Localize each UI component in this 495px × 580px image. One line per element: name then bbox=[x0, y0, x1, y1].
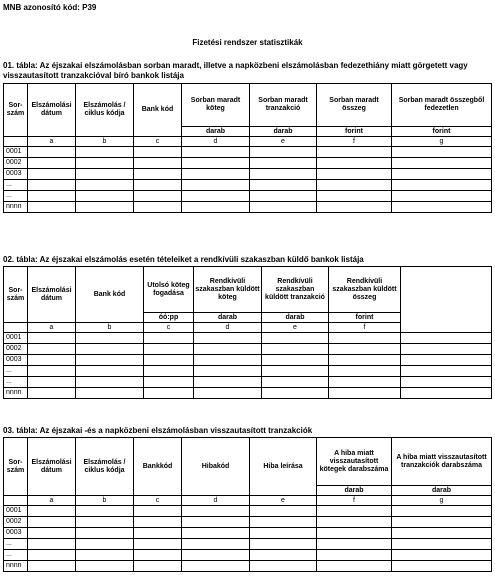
unit-cell: óó:pp bbox=[144, 313, 194, 323]
data-cell[interactable] bbox=[76, 528, 134, 539]
letter-cell: c bbox=[144, 323, 194, 333]
letter-cell: e bbox=[250, 137, 317, 147]
data-cell[interactable] bbox=[76, 344, 144, 355]
table-row bbox=[4, 539, 492, 550]
data-cell[interactable] bbox=[392, 158, 492, 169]
data-cell[interactable] bbox=[317, 191, 392, 202]
letter-cell: b bbox=[76, 137, 134, 147]
letter-cell: d bbox=[182, 137, 250, 147]
letter-cell bbox=[4, 323, 28, 333]
column-header: Utolsó köteg fogadása bbox=[144, 267, 194, 313]
letter-cell: a bbox=[28, 137, 76, 147]
column-header: Sorban maradt összegből fedezetlen bbox=[392, 84, 492, 127]
row-number: ... bbox=[4, 180, 28, 191]
data-cell[interactable] bbox=[76, 333, 144, 344]
data-cell[interactable] bbox=[28, 344, 76, 355]
data-cell[interactable] bbox=[134, 202, 182, 213]
row-number: ... bbox=[4, 539, 28, 550]
data-cell[interactable] bbox=[134, 147, 182, 158]
table-3 bbox=[3, 437, 492, 572]
data-cell[interactable] bbox=[317, 506, 392, 517]
column-header: Rendkívüli szakaszban küldött tranzakció bbox=[262, 267, 329, 313]
row-number: 0001 bbox=[4, 333, 28, 344]
table-2-caption: 02. tábla: Az éjszakai elszámolás esetén tételeiket a rendkívüli szakaszban küldő bankok listája bbox=[3, 255, 364, 264]
data-cell[interactable] bbox=[250, 506, 317, 517]
data-cell[interactable] bbox=[76, 202, 134, 213]
data-cell[interactable] bbox=[134, 561, 182, 572]
data-cell[interactable] bbox=[250, 202, 317, 213]
letter-cell: a bbox=[28, 496, 76, 506]
data-cell[interactable] bbox=[194, 333, 262, 344]
data-cell[interactable] bbox=[262, 355, 329, 366]
unit-cell: forint bbox=[329, 313, 401, 323]
unit-cell: darab bbox=[250, 127, 317, 137]
data-cell[interactable] bbox=[28, 528, 76, 539]
empty-column bbox=[401, 267, 492, 333]
data-cell[interactable] bbox=[28, 158, 76, 169]
data-cell[interactable] bbox=[329, 355, 401, 366]
letter-cell: b bbox=[76, 323, 144, 333]
data-cell[interactable] bbox=[317, 561, 392, 572]
data-cell[interactable] bbox=[182, 528, 250, 539]
letter-cell bbox=[4, 496, 28, 506]
data-cell[interactable] bbox=[134, 191, 182, 202]
row-number: ... bbox=[4, 377, 28, 388]
table-row bbox=[4, 158, 492, 169]
column-header: Rendkívüli szakaszban küldött összeg bbox=[329, 267, 401, 313]
data-cell[interactable] bbox=[401, 366, 492, 377]
row-number: nnnn bbox=[4, 202, 28, 213]
table-row bbox=[4, 528, 492, 539]
data-cell[interactable] bbox=[28, 169, 76, 180]
data-cell[interactable] bbox=[329, 344, 401, 355]
data-cell[interactable] bbox=[401, 377, 492, 388]
data-cell[interactable] bbox=[317, 202, 392, 213]
table-1-caption: 01. tábla: Az éjszakai elszámolásban sorban maradt, illetve a napközbeni elszámolásban fedezethiány miatt görgetett vagy visszautasított tranzakcióval bíró bankok listája bbox=[3, 61, 468, 80]
row-number: 0003 bbox=[4, 355, 28, 366]
data-cell[interactable] bbox=[194, 355, 262, 366]
table-row bbox=[4, 333, 492, 344]
data-cell[interactable] bbox=[134, 539, 182, 550]
letter-cell: e bbox=[250, 496, 317, 506]
row-number: 0002 bbox=[4, 344, 28, 355]
table-row bbox=[4, 561, 492, 572]
table-2 bbox=[3, 266, 492, 399]
data-cell[interactable] bbox=[76, 388, 144, 399]
data-cell[interactable] bbox=[317, 147, 392, 158]
data-cell[interactable] bbox=[392, 180, 492, 191]
table-row bbox=[4, 344, 492, 355]
data-cell[interactable] bbox=[317, 517, 392, 528]
data-cell[interactable] bbox=[76, 539, 134, 550]
data-cell[interactable] bbox=[401, 388, 492, 399]
row-number: 0001 bbox=[4, 147, 28, 158]
table-row bbox=[4, 388, 492, 399]
data-cell[interactable] bbox=[317, 180, 392, 191]
data-cell[interactable] bbox=[28, 191, 76, 202]
data-cell[interactable] bbox=[144, 388, 194, 399]
data-cell[interactable] bbox=[28, 333, 76, 344]
data-cell[interactable] bbox=[182, 147, 250, 158]
data-cell[interactable] bbox=[250, 517, 317, 528]
data-cell[interactable] bbox=[317, 539, 392, 550]
table-row bbox=[4, 147, 492, 158]
data-cell[interactable] bbox=[76, 506, 134, 517]
data-cell[interactable] bbox=[144, 344, 194, 355]
table-row bbox=[4, 550, 492, 561]
data-cell[interactable] bbox=[392, 550, 492, 561]
column-header: Elszámolás / ciklus kódja bbox=[76, 84, 134, 137]
data-cell[interactable] bbox=[317, 158, 392, 169]
letter-cell: c bbox=[134, 137, 182, 147]
data-cell[interactable] bbox=[76, 550, 134, 561]
data-cell[interactable] bbox=[262, 377, 329, 388]
data-cell[interactable] bbox=[250, 191, 317, 202]
data-cell[interactable] bbox=[329, 377, 401, 388]
column-header: Sor-szám bbox=[4, 84, 28, 137]
letter-cell: f bbox=[317, 496, 392, 506]
unit-cell: darab bbox=[317, 486, 392, 496]
data-cell[interactable] bbox=[76, 180, 134, 191]
letter-cell: g bbox=[392, 137, 492, 147]
data-cell[interactable] bbox=[250, 528, 317, 539]
data-cell[interactable] bbox=[262, 333, 329, 344]
data-cell[interactable] bbox=[28, 550, 76, 561]
unit-cell: forint bbox=[392, 127, 492, 137]
column-header: A hiba miatt visszautasított tranzakciók darabszáma bbox=[392, 438, 492, 486]
table-row bbox=[4, 191, 492, 202]
data-cell[interactable] bbox=[182, 158, 250, 169]
data-cell[interactable] bbox=[317, 528, 392, 539]
data-cell[interactable] bbox=[134, 169, 182, 180]
data-cell[interactable] bbox=[182, 539, 250, 550]
column-header: Bank kód bbox=[76, 267, 144, 323]
data-cell[interactable] bbox=[401, 333, 492, 344]
row-number: nnnn bbox=[4, 388, 28, 399]
column-header: Sorban maradt tranzakció bbox=[250, 84, 317, 127]
data-cell[interactable] bbox=[250, 561, 317, 572]
column-header: Sorban maradt összeg bbox=[317, 84, 392, 127]
data-cell[interactable] bbox=[134, 158, 182, 169]
column-header: Hiba leírása bbox=[250, 438, 317, 496]
data-cell[interactable] bbox=[144, 377, 194, 388]
column-header: Elszámolás / ciklus kódja bbox=[76, 438, 134, 496]
data-cell[interactable] bbox=[28, 561, 76, 572]
data-cell[interactable] bbox=[134, 517, 182, 528]
letter-cell: d bbox=[194, 323, 262, 333]
letter-cell: f bbox=[329, 323, 401, 333]
data-cell[interactable] bbox=[317, 169, 392, 180]
data-cell[interactable] bbox=[76, 561, 134, 572]
data-cell[interactable] bbox=[392, 528, 492, 539]
data-cell[interactable] bbox=[134, 180, 182, 191]
letter-cell: f bbox=[317, 137, 392, 147]
data-cell[interactable] bbox=[392, 561, 492, 572]
data-cell[interactable] bbox=[182, 506, 250, 517]
table-row bbox=[4, 506, 492, 517]
row-number: 0003 bbox=[4, 528, 28, 539]
table-row bbox=[4, 202, 492, 213]
data-cell[interactable] bbox=[392, 147, 492, 158]
data-cell[interactable] bbox=[182, 202, 250, 213]
column-header: Sor-szám bbox=[4, 438, 28, 496]
data-cell[interactable] bbox=[28, 539, 76, 550]
data-cell[interactable] bbox=[194, 344, 262, 355]
data-cell[interactable] bbox=[76, 366, 144, 377]
column-header: A hiba miatt visszautasított kötegek darabszáma bbox=[317, 438, 392, 486]
data-cell[interactable] bbox=[28, 506, 76, 517]
data-cell[interactable] bbox=[250, 158, 317, 169]
letter-cell bbox=[4, 137, 28, 147]
letter-cell: e bbox=[262, 323, 329, 333]
data-cell[interactable] bbox=[144, 366, 194, 377]
data-cell[interactable] bbox=[392, 506, 492, 517]
row-number: ... bbox=[4, 191, 28, 202]
data-cell[interactable] bbox=[182, 191, 250, 202]
data-cell[interactable] bbox=[401, 344, 492, 355]
table-row bbox=[4, 377, 492, 388]
data-cell[interactable] bbox=[250, 169, 317, 180]
data-cell[interactable] bbox=[134, 550, 182, 561]
data-cell[interactable] bbox=[182, 180, 250, 191]
data-cell[interactable] bbox=[329, 333, 401, 344]
unit-cell: forint bbox=[317, 127, 392, 137]
data-cell[interactable] bbox=[392, 517, 492, 528]
row-number: ... bbox=[4, 366, 28, 377]
row-number: 0001 bbox=[4, 506, 28, 517]
page-title: Fizetési rendszer statisztikák bbox=[192, 38, 303, 47]
column-header: Elszámolási dátum bbox=[28, 84, 76, 137]
data-cell[interactable] bbox=[76, 147, 134, 158]
data-cell[interactable] bbox=[134, 506, 182, 517]
row-number: ... bbox=[4, 550, 28, 561]
column-header: Bankkód bbox=[134, 438, 182, 496]
table-row bbox=[4, 355, 492, 366]
data-cell[interactable] bbox=[182, 169, 250, 180]
data-cell[interactable] bbox=[76, 355, 144, 366]
unit-cell: darab bbox=[262, 313, 329, 323]
letter-cell: a bbox=[28, 323, 76, 333]
data-cell[interactable] bbox=[194, 377, 262, 388]
table-row bbox=[4, 366, 492, 377]
unit-cell: darab bbox=[182, 127, 250, 137]
data-cell[interactable] bbox=[28, 180, 76, 191]
unit-cell: darab bbox=[392, 486, 492, 496]
data-cell[interactable] bbox=[28, 366, 76, 377]
data-cell[interactable] bbox=[392, 191, 492, 202]
letter-cell: g bbox=[392, 496, 492, 506]
data-cell[interactable] bbox=[329, 366, 401, 377]
row-number: nnnn bbox=[4, 561, 28, 572]
data-cell[interactable] bbox=[392, 169, 492, 180]
table-1 bbox=[3, 83, 492, 213]
data-cell[interactable] bbox=[134, 528, 182, 539]
data-cell[interactable] bbox=[392, 539, 492, 550]
column-header: Elszámolási dátum bbox=[28, 267, 76, 323]
letter-cell: b bbox=[76, 496, 134, 506]
data-cell[interactable] bbox=[28, 517, 76, 528]
data-cell[interactable] bbox=[182, 550, 250, 561]
column-header: Sorban maradt köteg bbox=[182, 84, 250, 127]
table-row bbox=[4, 180, 492, 191]
data-cell[interactable] bbox=[250, 180, 317, 191]
data-cell[interactable] bbox=[329, 388, 401, 399]
data-cell[interactable] bbox=[317, 550, 392, 561]
data-cell[interactable] bbox=[401, 355, 492, 366]
data-cell[interactable] bbox=[76, 158, 134, 169]
unit-cell: darab bbox=[194, 313, 262, 323]
data-cell[interactable] bbox=[28, 147, 76, 158]
data-cell[interactable] bbox=[250, 550, 317, 561]
table-row bbox=[4, 517, 492, 528]
data-cell[interactable] bbox=[76, 169, 134, 180]
table-3-caption: 03. tábla: Az éjszakai -és a napközbeni elszámolásban visszautasított tranzakciók bbox=[3, 426, 313, 435]
row-number: 0002 bbox=[4, 158, 28, 169]
data-cell[interactable] bbox=[76, 377, 144, 388]
row-number: 0003 bbox=[4, 169, 28, 180]
data-cell[interactable] bbox=[250, 147, 317, 158]
data-cell[interactable] bbox=[194, 366, 262, 377]
data-cell[interactable] bbox=[182, 517, 250, 528]
data-cell[interactable] bbox=[28, 355, 76, 366]
column-header: Sor-szám bbox=[4, 267, 28, 323]
data-cell[interactable] bbox=[392, 202, 492, 213]
data-cell[interactable] bbox=[262, 388, 329, 399]
data-cell[interactable] bbox=[262, 344, 329, 355]
column-header: Rendkívüli szakaszban küldött köteg bbox=[194, 267, 262, 313]
data-cell[interactable] bbox=[76, 517, 134, 528]
data-cell[interactable] bbox=[28, 202, 76, 213]
column-header: Hibakód bbox=[182, 438, 250, 496]
row-number: 0002 bbox=[4, 517, 28, 528]
data-cell[interactable] bbox=[250, 539, 317, 550]
data-cell[interactable] bbox=[28, 377, 76, 388]
column-header: Bank kód bbox=[134, 84, 182, 137]
data-cell[interactable] bbox=[144, 333, 194, 344]
column-header: Elszámolási dátum bbox=[28, 438, 76, 496]
table-row bbox=[4, 169, 492, 180]
data-cell[interactable] bbox=[144, 355, 194, 366]
data-cell[interactable] bbox=[182, 561, 250, 572]
data-cell[interactable] bbox=[28, 388, 76, 399]
form-identifier: MNB azonosító kód: P39 bbox=[3, 3, 97, 12]
data-cell[interactable] bbox=[76, 191, 134, 202]
letter-cell: c bbox=[134, 496, 182, 506]
data-cell[interactable] bbox=[194, 388, 262, 399]
letter-cell: d bbox=[182, 496, 250, 506]
data-cell[interactable] bbox=[262, 366, 329, 377]
